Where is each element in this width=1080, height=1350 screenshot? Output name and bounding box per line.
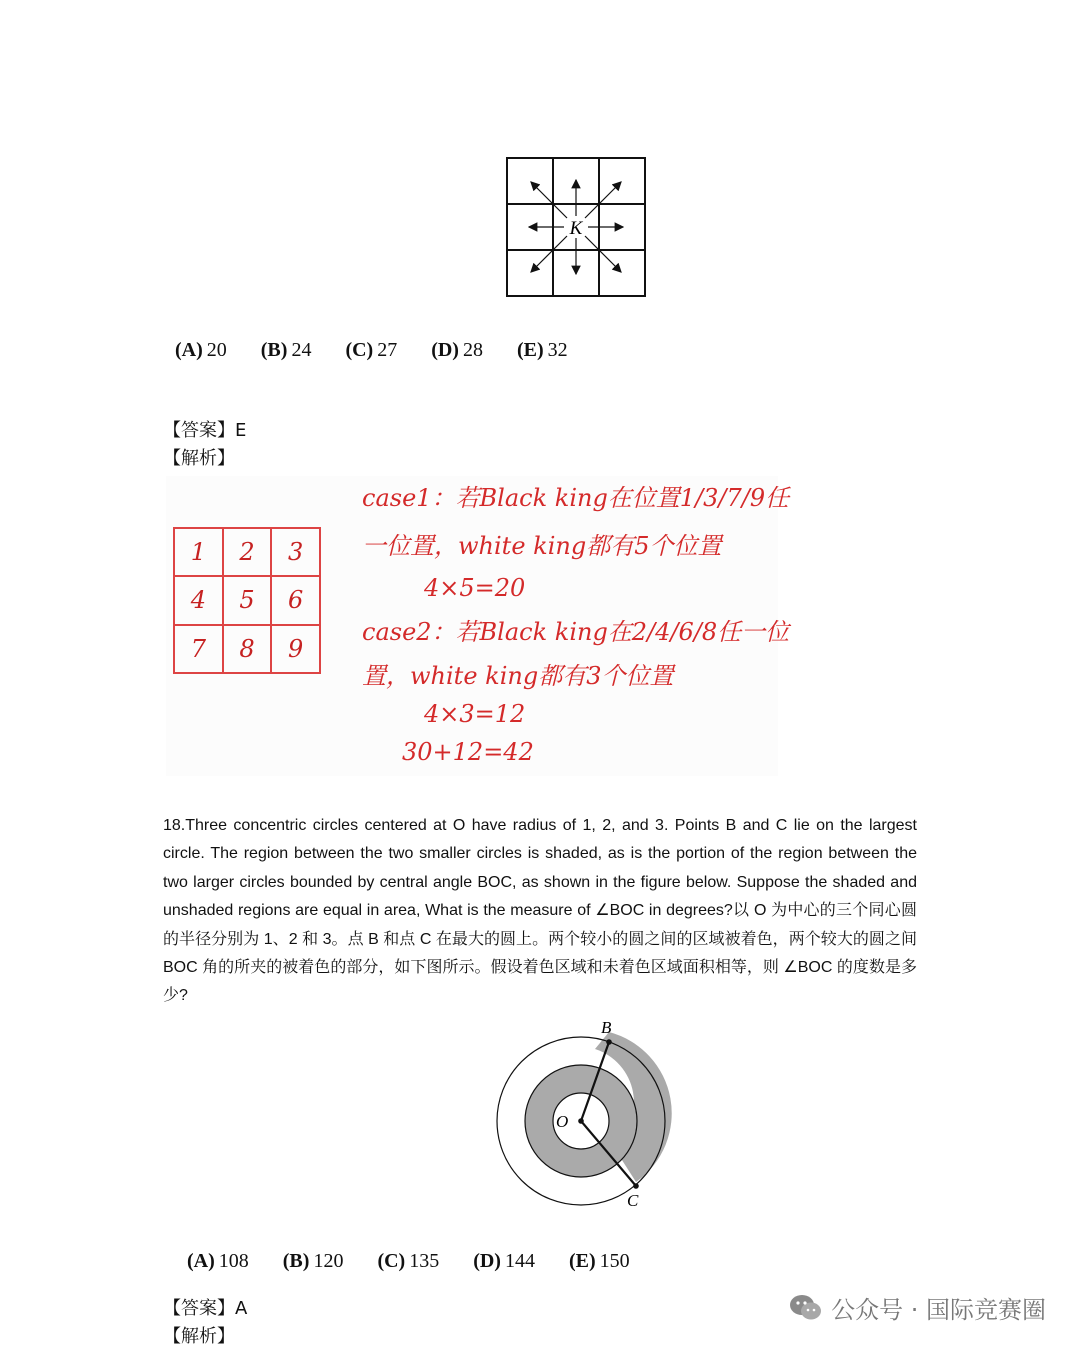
q18-choice-a: (A) 108 — [187, 1250, 249, 1272]
q17-choice-d: (D) 28 — [431, 339, 483, 361]
grid-cell: 5 — [223, 576, 272, 624]
label-o: O — [556, 1112, 569, 1131]
q17-answer-choices — [175, 339, 568, 362]
label-c: C — [627, 1191, 639, 1210]
handwriting-line: 4×3=12 — [424, 700, 526, 728]
wechat-icon — [789, 1293, 823, 1323]
q17-choice-e: (E) 32 — [516, 339, 568, 361]
position-grid — [173, 527, 321, 674]
handwriting-line: case2：若Black king在2/4/6/8任一位 — [362, 618, 790, 646]
grid-cell: 1 — [174, 528, 223, 576]
label-b: B — [601, 1018, 612, 1037]
concentric-circles-figure — [484, 1012, 684, 1212]
watermark-text: 公众号 · 国际竞赛圈 — [831, 1296, 1046, 1324]
q18-analysis-tag: 【解析】 — [163, 1326, 235, 1347]
q18-answer-choices — [187, 1250, 630, 1273]
king-move-diagram — [505, 156, 647, 298]
grid-cell: 9 — [271, 625, 320, 673]
grid-cell: 3 — [271, 528, 320, 576]
handwriting-line: 置，white king都有3个位置 — [362, 662, 674, 690]
grid-cell: 8 — [223, 625, 272, 673]
q17-choice-b: (B) 24 — [260, 339, 312, 361]
handwriting-line: 4×5=20 — [424, 574, 526, 602]
q17-answer: 【答案】E — [163, 420, 247, 441]
handwriting-line: case1：若Black king在位置1/3/7/9任 — [362, 484, 790, 512]
q17-choice-a: (A) 20 — [175, 339, 227, 361]
king-label: K — [569, 218, 583, 239]
q18-answer: 【答案】A — [163, 1298, 248, 1319]
grid-cell: 7 — [174, 625, 223, 673]
watermark — [789, 1290, 1046, 1325]
handwriting-line: 30+12=42 — [402, 738, 534, 766]
q18-problem-text: 18.Three concentric circles centered at O have radius of 1, 2, and 3. Points B and C lie on the largest circle. The region between the two smaller circles is shaded, as is the portion of the region between the two larger circles bounded by central angle BOC, as shown in the figure below. Suppose the shaded and unshaded regions are equal in area, What is the measure of ∠BOC in degrees?以 O 为中心的三个同心圆的半径分别为 1、2 和 3。点 B 和点 C 在最大的圆上。两个较小的圆之间的区域被着色，两个较大的圆之间 BOC 角的所夹的被着色的部分，如下图所示。假设着色区域和未着色区域面积相等，则 ∠BOC 的度数是多少? — [163, 817, 917, 1005]
q18-choice-d: (D) 144 — [473, 1250, 535, 1272]
q18-choice-e: (E) 150 — [568, 1250, 630, 1272]
grid-cell: 2 — [223, 528, 272, 576]
handwriting-line: 一位置，white king都有5个位置 — [362, 532, 722, 560]
q17-analysis-tag: 【解析】 — [163, 448, 235, 469]
q17-choice-c: (C) 27 — [345, 339, 398, 361]
q18-choice-c: (C) 135 — [377, 1250, 440, 1272]
q18-choice-b: (B) 120 — [282, 1250, 344, 1272]
grid-cell: 6 — [271, 576, 320, 624]
grid-cell: 4 — [174, 576, 223, 624]
